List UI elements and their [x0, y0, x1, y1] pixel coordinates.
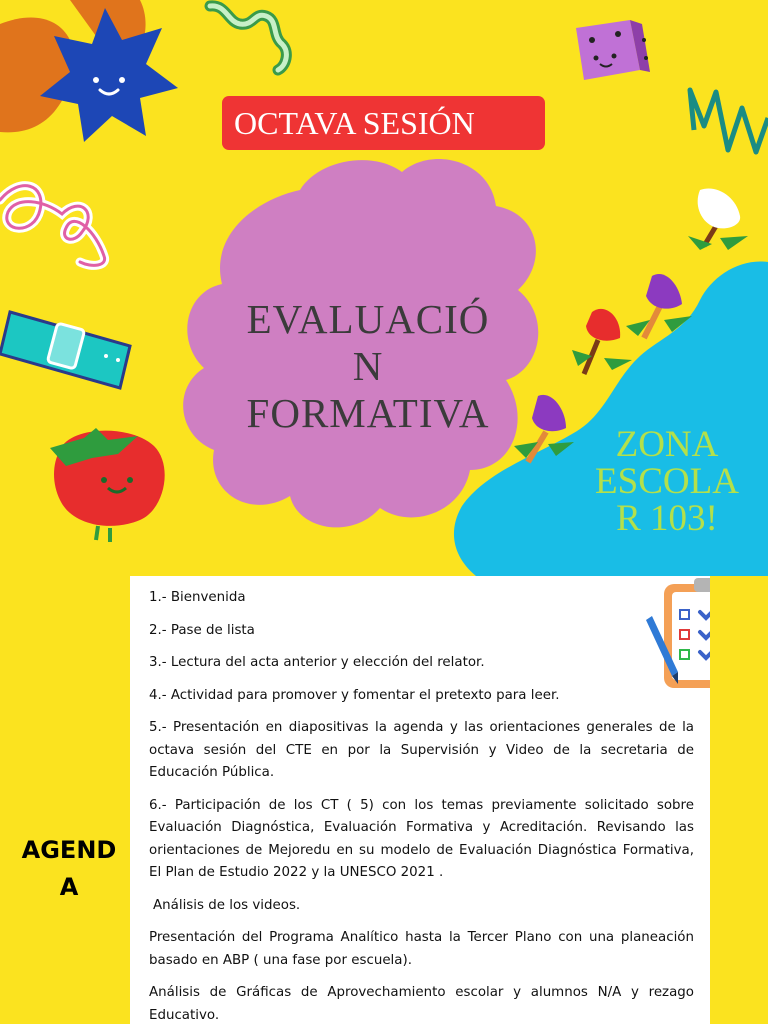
agenda-item: Análisis de Gráficas de Aprovechamiento escolar y alumnos N/A y rezago Educativo.: [149, 985, 694, 1023]
title-line: EVALUACIÓ: [246, 296, 490, 342]
session-banner: [222, 96, 545, 150]
zone-line: ZONA: [615, 424, 719, 465]
agenda-label-line: AGEND: [21, 836, 117, 864]
bandage-icon: [0, 312, 130, 388]
agenda-item: 2.- Pase de lista: [149, 622, 255, 638]
flower-icon: [688, 188, 748, 250]
zigzag-line-shape: [690, 90, 768, 152]
agenda-item: 3.- Lectura del acta anterior y elección del relator.: [149, 655, 485, 670]
title-line: FORMATIVA: [246, 390, 490, 436]
squiggle-icon: [210, 6, 286, 70]
main-title: [218, 296, 518, 437]
agenda-label: [10, 832, 128, 906]
agenda-item: 4.- Actividad para promover y fomentar el pretexto para leer.: [149, 687, 560, 703]
agenda-item: Análisis de los videos.: [153, 897, 301, 913]
dice-icon: [576, 20, 650, 80]
orange-swoosh-shape: [0, 17, 74, 132]
agenda-list: [149, 587, 694, 1024]
agenda-item: 6.- Participación de los CT ( 5) con los temas previamente solicitado sobre Evaluación Diagnóstica, Evaluación Formativa y Acreditación. Revisando las orientaciones de Mejoredu en su modelo de Evaluación Diagnóstica Formativa, El Plan de Estudio 2022 y la UNESCO 2021 .: [149, 797, 694, 880]
title-line: N: [352, 343, 384, 389]
zone-title: [572, 426, 762, 537]
pink-loop-icon: [0, 186, 105, 266]
agenda-item: 1.- Bienvenida: [149, 590, 246, 605]
agenda-label-line: A: [59, 873, 79, 901]
flower-icon: [572, 309, 632, 374]
zone-line: ESCOLA: [595, 461, 739, 502]
zone-line: R 103!: [616, 498, 718, 539]
tomato-icon: [50, 428, 165, 542]
agenda-item: Presentación del Programa Analítico hasta la Tercer Plano con una planeación basado en ABP ( una fase por escuela).: [149, 930, 694, 968]
agenda-item: 5.- Presentación en diapositivas la agenda y las orientaciones generales de la octava sesión del CTE en por la Supervisión y Video de la secretaria de Educación Pública.: [149, 720, 694, 780]
agenda-panel: [130, 576, 710, 1024]
session-label: OCTAVA SESIÓN: [234, 105, 475, 141]
